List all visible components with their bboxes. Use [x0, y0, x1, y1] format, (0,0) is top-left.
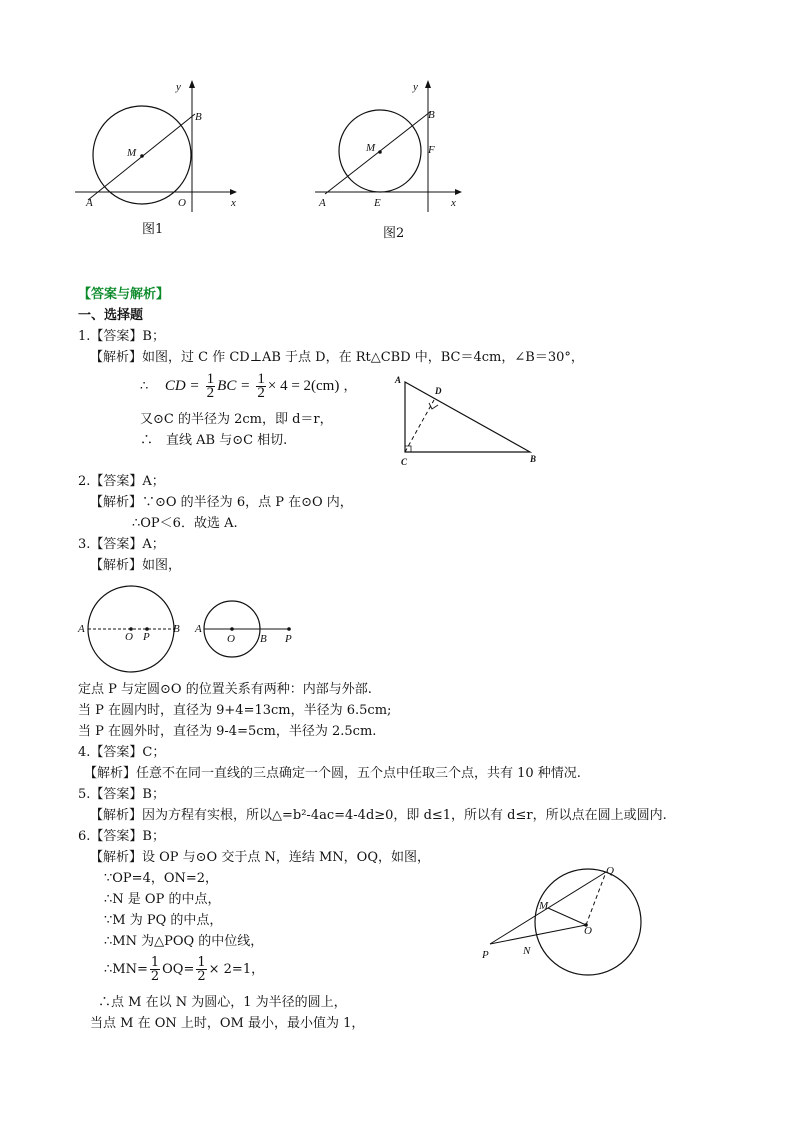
- q6-label-p: P: [482, 949, 489, 961]
- q1-line4: ∴ 直线 AB 与⊙C 相切.: [140, 433, 288, 448]
- q1-comma: ，: [343, 379, 357, 394]
- fig2-label-y: y: [413, 81, 418, 93]
- fig1-label-m: M: [127, 147, 137, 159]
- q2-line2: ∴OP＜6．故选 A.: [132, 516, 238, 531]
- q1-label-d: D: [435, 386, 442, 396]
- q6-label-m: M: [539, 900, 549, 912]
- q6-line7: ∴点 M 在以 N 为圆心，1 为半径的圆上，: [98, 995, 347, 1010]
- q1-line3: 又⊙C 的半径为 2cm，即 d＝r，: [140, 412, 333, 427]
- q6-line4: ∵M 为 PQ 的中点，: [104, 913, 223, 928]
- q4-line1: 【解析】任意不在同一直线的三点确定一个圆，五个点中任取三个点，共有 10 种情况.: [84, 766, 581, 781]
- fig2-label-x: x: [451, 197, 456, 209]
- q1-bc: BC =: [217, 378, 251, 394]
- figure-1-diagram: [70, 72, 245, 217]
- q6-frac1-num: 1: [150, 955, 160, 970]
- fig2-label-a: A: [319, 197, 326, 209]
- q6-label-n: N: [523, 945, 531, 957]
- q1-label-b: B: [530, 454, 537, 464]
- q3-answer: 3.【答案】A；: [78, 537, 165, 552]
- fig1-label-y: y: [176, 81, 181, 93]
- q1-frac2-num: 1: [257, 371, 265, 387]
- section-subtitle: 一、选择题: [78, 308, 144, 323]
- fig2-label-b: B: [428, 109, 435, 121]
- q1-label-c: C: [401, 457, 408, 467]
- q3-circles-diagram: [75, 585, 305, 675]
- fig2-label-m: M: [366, 142, 376, 154]
- figure-2-diagram: [310, 72, 470, 217]
- q3-line1: 【解析】如图，: [90, 558, 182, 573]
- q3-fig2-label-o: O: [227, 633, 235, 645]
- q1-fraction-2: [256, 373, 266, 400]
- q6-frac2-den: 2: [197, 969, 206, 984]
- q2-answer: 2.【答案】A；: [78, 474, 165, 489]
- figure-2-caption: 图2: [383, 226, 405, 241]
- q6-line5: ∴MN 为△POQ 的中位线，: [104, 934, 264, 949]
- q3-fig1-label-o: O: [125, 631, 133, 643]
- q1-frac2-den: 2: [257, 385, 265, 401]
- fig2-label-f: F: [428, 144, 435, 156]
- q6-label-q: Q: [606, 865, 614, 877]
- q1-cd-lhs: CD =: [164, 378, 200, 394]
- q6-oq: OQ=: [162, 962, 195, 977]
- q6-x2: × 2=1，: [208, 962, 265, 977]
- q1-formula: [140, 372, 357, 401]
- q1-frac1-num: 1: [206, 371, 215, 387]
- q3-line3: 当 P 在圆内时，直径为 9+4=13cm，半径为 6.5cm;: [78, 703, 392, 718]
- q3-line4: 当 P 在圆外时，直径为 9-4=5cm，半径为 2.5cm.: [78, 724, 377, 739]
- q1-frac1-den: 2: [206, 385, 215, 401]
- q5-line1: 【解析】因为方程有实根，所以△=b²-4ac=4-4d≥0，即 d≤1，所以有 d≤r，所以点在圆上或圆内.: [90, 808, 667, 823]
- answer-section-title: 【答案与解析】: [78, 287, 170, 302]
- q6-line1: 【解析】设 OP 与⊙O 交于点 N，连结 MN，OQ，如图，: [90, 850, 430, 865]
- q3-fig1-label-p: P: [143, 631, 150, 643]
- q3-fig2-label-b: B: [260, 633, 267, 645]
- q6-frac1-den: 2: [150, 969, 160, 984]
- q6-fraction-1: [150, 956, 160, 983]
- q3-line2: 定点 P 与定圆⊙O 的位置关系有两种：内部与外部.: [78, 682, 372, 697]
- fig1-label-a: A: [86, 197, 93, 209]
- q6-mn-lhs: ∴MN=: [104, 962, 148, 977]
- q6-line8: 当点 M 在 ON 上时，OM 最小，最小值为 1，: [90, 1016, 365, 1031]
- q6-answer: 6.【答案】B；: [78, 829, 165, 844]
- q6-line2: ∵OP=4，ON=2，: [104, 871, 219, 886]
- q6-formula: [104, 956, 264, 983]
- q4-answer: 4.【答案】C；: [78, 745, 166, 760]
- q3-fig2-label-a: A: [195, 623, 202, 635]
- q1-fraction-1: [206, 373, 216, 400]
- q6-frac2-num: 1: [197, 955, 206, 970]
- q5-answer: 5.【答案】B；: [78, 787, 165, 802]
- q6-fraction-2: [196, 956, 206, 983]
- q6-label-o: O: [584, 925, 592, 937]
- q1-therefore: ∴: [140, 379, 149, 394]
- fig2-label-e: E: [374, 197, 381, 209]
- q3-fig1-label-a: A: [78, 623, 85, 635]
- fig1-label-x: x: [231, 197, 236, 209]
- figure-1-caption: 图1: [142, 222, 164, 237]
- fig1-label-b: B: [195, 111, 202, 123]
- q1-times4: × 4 = 2(cm): [267, 378, 340, 394]
- q6-circle-diagram: [478, 862, 648, 982]
- q1-analysis: 【解析】如图，过 C 作 CD⊥AB 于点 D，在 Rt△CBD 中，BC＝4cm，∠B＝30°，: [90, 350, 584, 365]
- q1-answer: 1.【答案】B；: [78, 329, 165, 344]
- q3-fig1-label-b: B: [173, 623, 180, 635]
- fig1-label-o: O: [178, 197, 186, 209]
- q2-line1: 【解析】∵⊙O 的半径为 6，点 P 在⊙O 内，: [90, 495, 353, 510]
- q1-triangle-diagram: [392, 372, 542, 468]
- q6-line3: ∴N 是 OP 的中点，: [104, 892, 221, 907]
- q1-label-a: A: [395, 375, 402, 385]
- q3-fig2-label-p: P: [285, 633, 292, 645]
